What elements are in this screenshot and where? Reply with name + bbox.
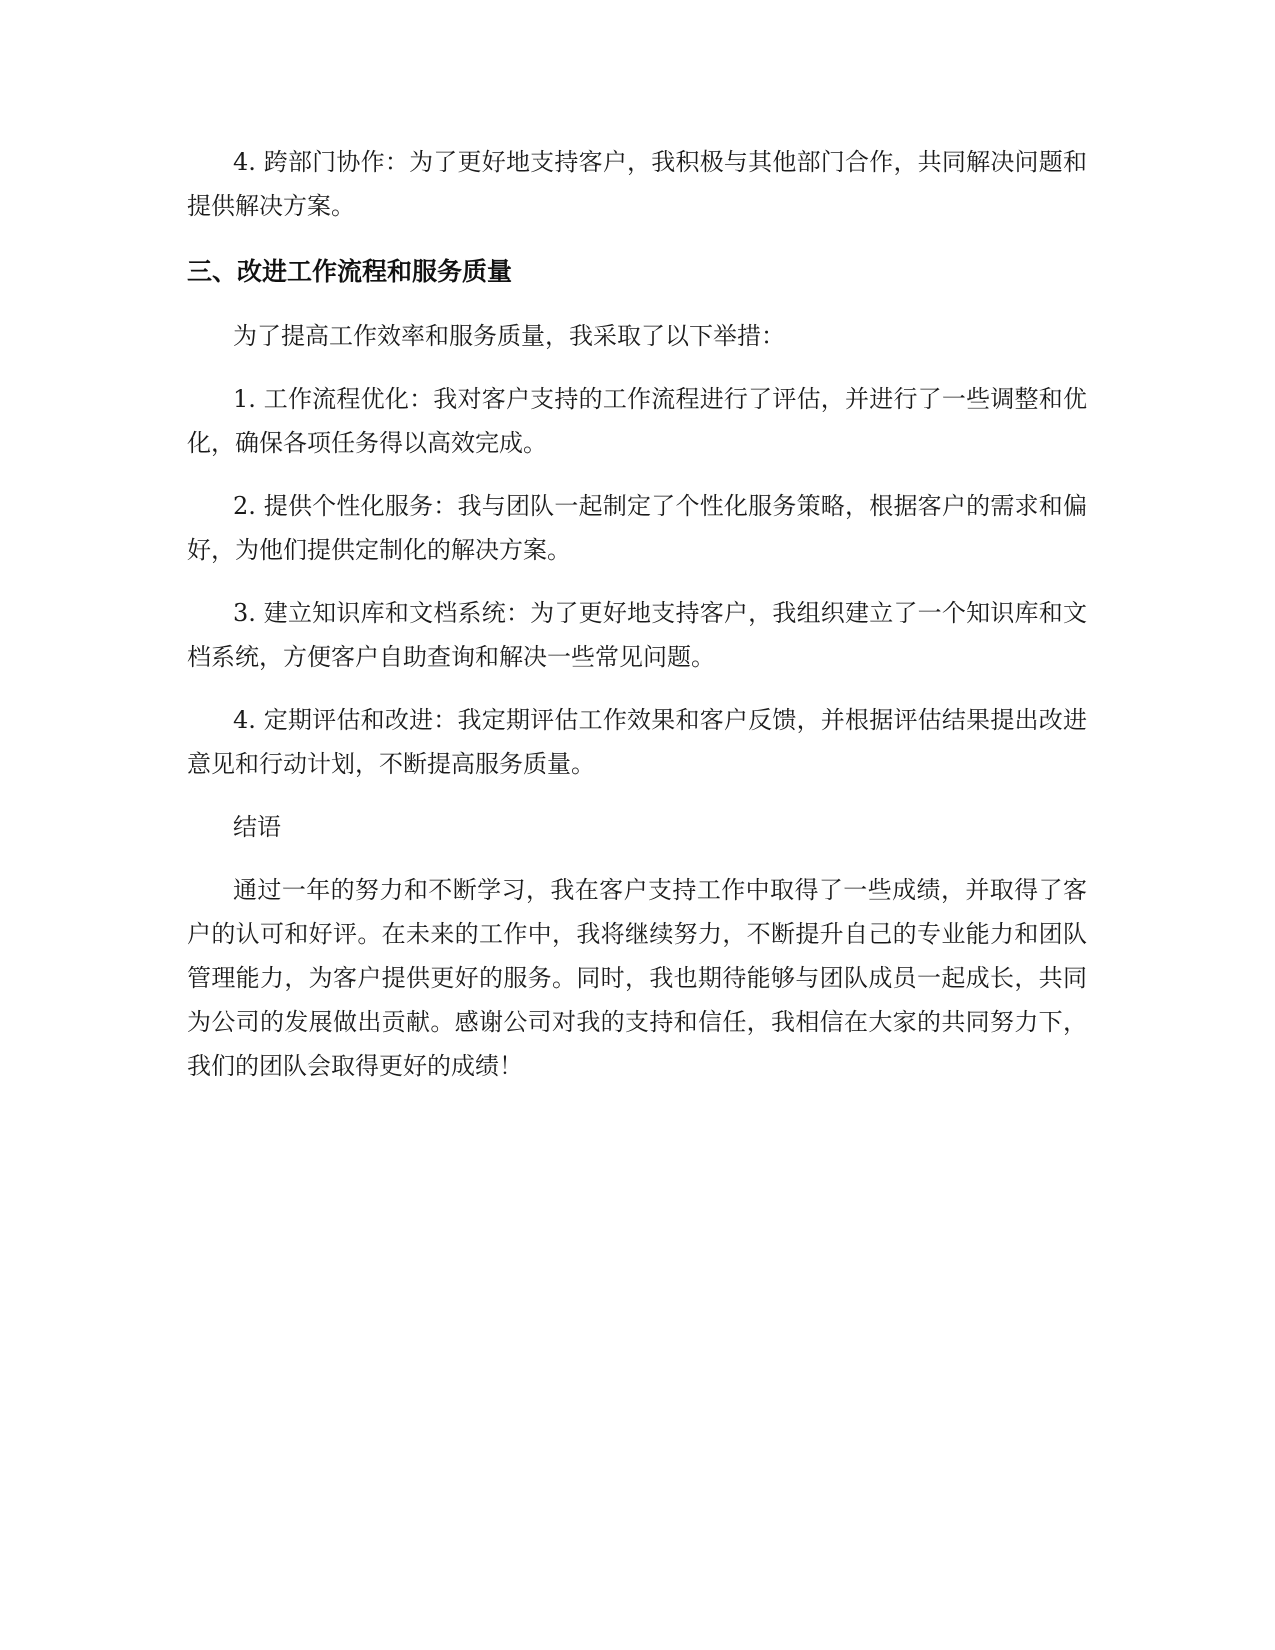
list-item-cross-department: 4. 跨部门协作：为了更好地支持客户，我积极与其他部门合作，共同解决问题和提供解决方案。 [187,148,1087,220]
list-item-personalized-service: 2. 提供个性化服务：我与团队一起制定了个性化服务策略，根据客户的需求和偏好，为他们提供定制化的解决方案。 [187,492,1087,564]
conclusion-heading: 结语 [233,813,281,841]
section-heading-improvement: 三、改进工作流程和服务质量 [187,257,513,286]
section-intro: 为了提高工作效率和服务质量，我采取了以下举措： [233,322,785,350]
conclusion-body: 通过一年的努力和不断学习，我在客户支持工作中取得了一些成绩，并取得了客户的认可和好评。在未来的工作中，我将继续努力，不断提升自己的专业能力和团队管理能力，为客户提供更好的服务。同时，我也期待能够与团队成员一起成长，共同为公司的发展做出贡献。感谢公司对我的支持和信任，我相信在大家的共同努力下，我们的团队会取得更好的成绩！ [187,876,1087,1080]
list-item-knowledge-base: 3. 建立知识库和文档系统：为了更好地支持客户，我组织建立了一个知识库和文档系统，方便客户自助查询和解决一些常见问题。 [187,599,1087,671]
document-body [187,140,1087,1107]
list-item-periodic-evaluation: 4. 定期评估和改进：我定期评估工作效果和客户反馈，并根据评估结果提出改进意见和行动计划，不断提高服务质量。 [187,706,1087,778]
list-item-workflow-optimization: 1. 工作流程优化：我对客户支持的工作流程进行了评估，并进行了一些调整和优化，确保各项任务得以高效完成。 [187,385,1087,457]
